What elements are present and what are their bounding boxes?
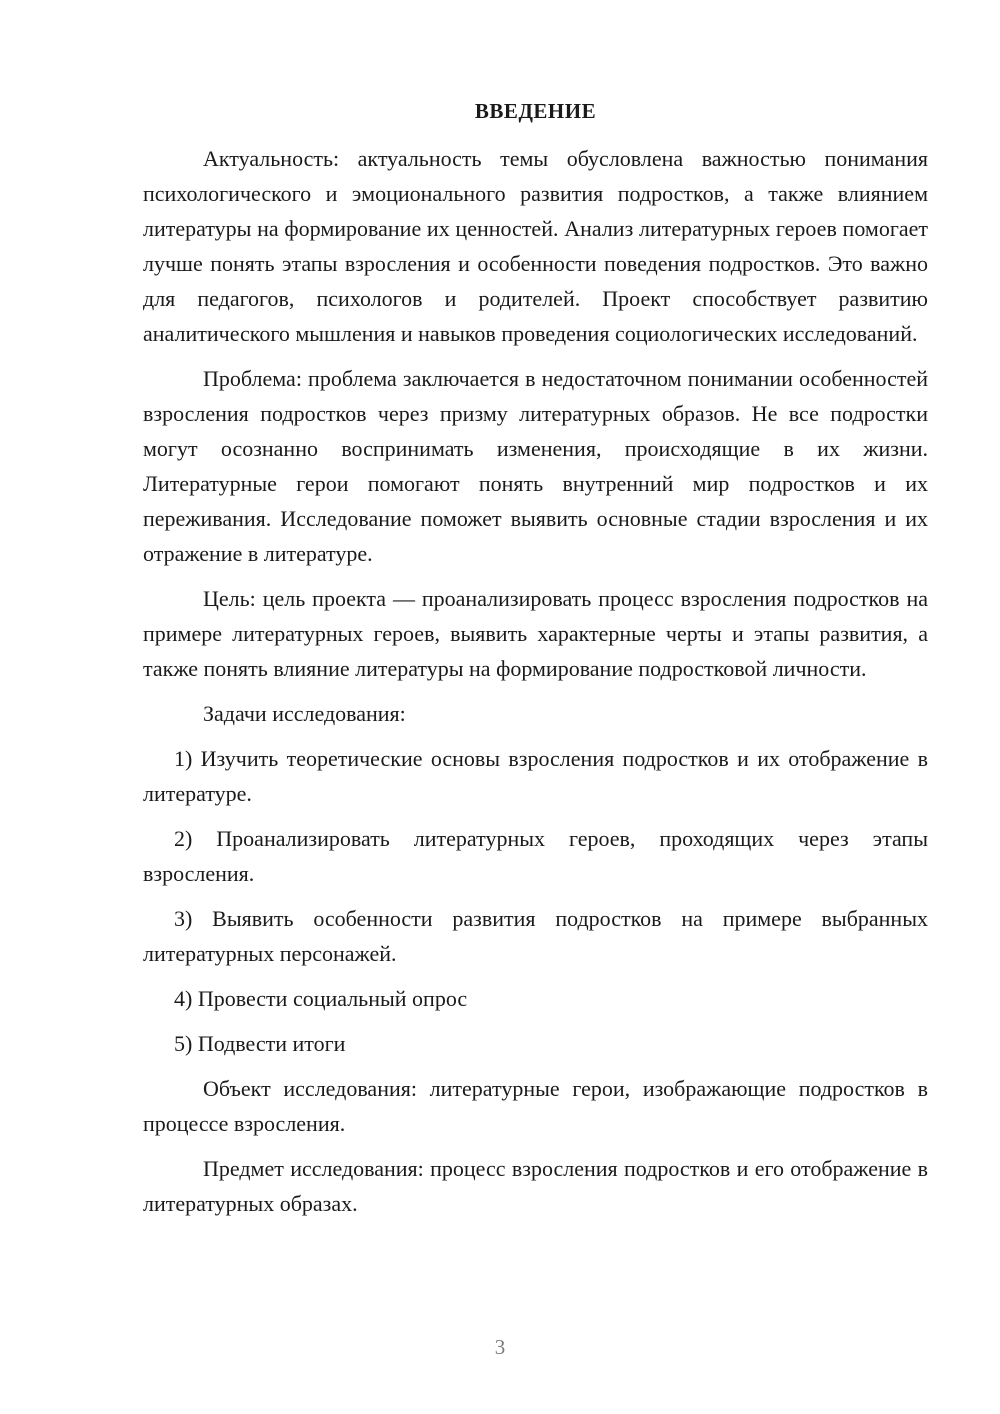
paragraph-problem: Проблема: проблема заключается в недостаточном понимании особенностей взросления подростков через призму литературных образов. Не все подростки могут осознанно воспринимать изменения, происходящие в их жизни. Литературные герои помогают понять внутренний мир подростков и их переживания. Исследование поможет выявить основные стадии взросления и их отражение в литературе.: [143, 366, 928, 566]
task-item-3: 3) Выявить особенности развития подростков на примере выбранных литературных персонажей.: [143, 906, 928, 966]
task-item-2: 2) Проанализировать литературных героев, проходящих через этапы взросления.: [143, 826, 928, 886]
paragraph-subject: Предмет исследования: процесс взросления подростков и его отображение в литературных образах.: [143, 1156, 928, 1216]
task-item-1: 1) Изучить теоретические основы взросления подростков и их отображение в литературе.: [143, 746, 928, 806]
section-title: ВВЕДЕНИЕ: [474, 99, 597, 123]
body-text: [143, 141, 928, 1231]
paragraph-relevance: Актуальность: актуальность темы обусловлена важностью понимания психологического и эмоционального развития подростков, а также влиянием литературы на формирование их ценностей. Анализ литературных героев помогает лучше понять этапы взросления и особенности поведения подростков. Это важно для педагогов, психологов и родителей. Проект способствует развитию аналитического мышления и навыков проведения социологических исследований.: [143, 146, 928, 346]
paragraph-object: Объект исследования: литературные герои, изображающие подростков в процессе взросления.: [143, 1076, 928, 1136]
paragraph-goal: Цель: цель проекта — проанализировать процесс взросления подростков на примере литературных героев, выявить характерные черты и этапы развития, а также понять влияние литературы на формирование подростковой личности.: [143, 586, 928, 681]
page-number: 3: [494, 1335, 506, 1359]
paragraph-tasks-heading: Задачи исследования:: [203, 701, 406, 726]
task-item-5: 5) Подвести итоги: [174, 1031, 346, 1056]
task-item-4: 4) Провести социальный опрос: [174, 986, 468, 1011]
